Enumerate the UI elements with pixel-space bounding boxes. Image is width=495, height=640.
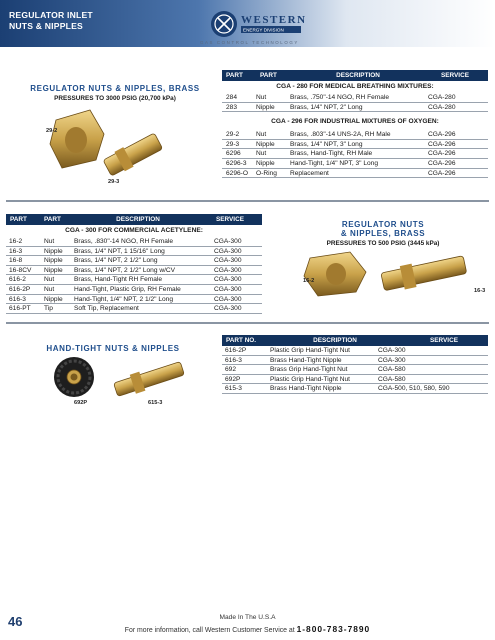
cell-service: CGA-296 [428,150,456,158]
col-description: DESCRIPTION [313,337,357,344]
cell-service: CGA-300 [214,247,242,255]
block-heading: HAND-TIGHT NUTS & NIPPLES [46,344,180,353]
cell-service: CGA-300 [214,257,242,265]
table-row [6,266,262,276]
cell-description: Brass, 1/4" NPT, 2 1/2" Long w/CV [74,266,176,274]
table-row [222,375,488,385]
cell-description: Hand-Tight, 1/4" NPT, 2 1/2" Long [74,295,174,303]
cell-part-no: 692 [225,366,237,374]
cell-description: Brass, 1/4" NPT, 3" Long [290,140,363,148]
table-header [222,335,488,346]
table-row [222,149,488,159]
cell-part-no: 16-3 [9,247,23,255]
cell-description: Brass, 1/4" NPT, 2 1/2" Long [74,257,158,265]
cell-service: CGA-500, 510, 580, 590 [378,385,450,393]
part-label: 615-3 [148,400,163,406]
table-row [6,285,262,295]
section-title: CGA - 296 FOR INDUSTRIAL MIXTURES OF OXYGEN: [271,118,439,126]
block-heading: REGULATOR NUTS & NIPPLES, BRASS [30,84,200,93]
cell-part-no: 29-3 [226,140,240,148]
cell-description: Brass, 1/4" NPT, 2" Long [290,103,363,111]
col-part-no: PART NO. [226,72,243,90]
col-description: DESCRIPTION [336,72,380,79]
table-row [222,384,488,394]
col-service: SERVICE [430,337,458,344]
cell-description: Replacement [290,169,329,177]
cell-part: Nut [44,285,55,293]
cell-part: Nut [44,238,55,245]
part-label: 692P [74,400,88,406]
table-row [222,365,488,375]
cell-service: CGA-296 [428,159,456,167]
part-label: 29-2 [46,128,58,134]
cell-part-no: 6296-3 [226,159,247,167]
cell-description: Hand-Tight, Plastic Grip, RH Female [74,285,181,293]
cell-service: CGA-280 [428,94,456,101]
block-hand-tight [20,344,206,353]
cell-part: Tip [44,305,53,313]
cell-part: Nut [256,94,267,101]
logo-sub: ENERGY DIVISION [243,27,284,33]
header-title [9,10,93,32]
cell-part: Nut [44,276,55,284]
table-row [222,169,488,179]
cell-description: Brass, .830"-14 NGO, RH Female [74,238,174,245]
cell-part-no: 283 [226,103,238,111]
page-header [0,0,495,55]
cell-description: Soft Tip, Replacement [74,305,139,313]
cell-part: Nipple [44,295,63,303]
cell-service: CGA-300 [378,347,406,354]
col-part-no: PART NO. [10,216,27,234]
col-part: PART [260,72,277,79]
block-brass-500 [278,220,488,247]
cell-part: Nipple [44,266,63,274]
table-row [6,237,262,247]
cell-description: Brass, 1/4" NPT, 1 15/16" Long [74,247,165,255]
table-row [222,159,488,169]
cell-part-no: 16-8 [9,257,23,265]
logo-tagline: GAS CONTROL TECHNOLOGY [200,40,299,45]
footer-phone[interactable]: 1-800-783-7890 [296,624,371,634]
footer-made-in: Made In The U.S.A [219,614,276,621]
cell-service: CGA-300 [214,276,242,284]
cell-description: Brass, .750"-14 NGO, RH Female [290,94,390,101]
col-part-no: PART NO. [226,337,257,344]
cell-service: CGA-300 [214,295,242,303]
table-row [6,295,262,305]
cell-part-no: 616-2P [9,285,31,293]
cell-part-no: 284 [226,94,238,101]
cell-part-no: 6296 [226,150,241,158]
table-row [222,140,488,150]
footer-info [0,624,495,634]
table-row [222,93,488,103]
block-subheading: PRESSURES TO 3000 PSIG (20,700 kPa) [54,95,176,102]
block-subheading: PRESSURES TO 500 PSIG (3445 kPa) [326,240,440,247]
cell-part-no: 616-2P [225,347,247,354]
col-description: DESCRIPTION [116,216,160,223]
cell-part-no: 16-8CV [9,266,32,274]
section-title: CGA - 300 FOR COMMERCIAL ACETYLENE: [65,227,203,234]
table-row [6,247,262,257]
col-service: SERVICE [441,72,469,79]
cell-part: Nipple [256,159,275,167]
cell-part-no: 616-3 [9,295,26,303]
cell-service: CGA-300 [214,266,242,274]
cell-service: CGA-300 [214,238,242,245]
cell-part-no: 16-2 [9,238,23,245]
cell-service: CGA-280 [428,103,456,111]
cell-part-no: 616-2 [9,276,26,284]
block-heading-line2: & NIPPLES, BRASS [340,229,426,238]
part-label: 16-2 [303,278,315,284]
page-number: 46 [8,614,23,629]
cell-description: Brass, .803"-14 UNS-2A, RH Male [290,131,391,139]
cell-description: Brass, Hand-Tight, RH Male [290,150,373,158]
cell-part-no: 616-3 [225,356,242,364]
cell-part: Nut [256,150,267,158]
footer-info-text: For more information, call Western Customer Service at [124,627,297,634]
cell-service: CGA-296 [428,169,456,177]
cell-part-no: 692P [225,375,241,383]
logo-name: WESTERN [241,14,307,26]
cell-part-no: 6296-O [226,169,248,177]
cell-part: Nipple [44,257,63,265]
cell-part-no: 616-PT [9,305,31,313]
cell-description: Hand-Tight, 1/4" NPT, 3" Long [290,159,379,167]
part-label: 16-3 [474,288,486,294]
cell-service: CGA-296 [428,131,456,139]
block-brass-3000 [10,84,220,102]
cell-part: Nipple [44,247,63,255]
section-title: CGA - 280 FOR MEDICAL BREATHING MIXTURES: [276,83,434,90]
cell-service: CGA-300 [214,305,242,313]
cell-description: Brass Grip Hand-Tight Nut [270,366,348,374]
col-service: SERVICE [216,216,244,223]
table-row [6,256,262,266]
table-row [6,304,262,314]
cell-service: CGA-580 [378,375,406,383]
table-row [6,275,262,285]
part-label: 29-3 [108,179,120,185]
cell-service: CGA-300 [378,356,406,364]
cell-part-no: 615-3 [225,385,242,393]
cell-service: CGA-296 [428,140,456,148]
section-divider [6,322,489,324]
brass-nut-nipple-image-2 [300,250,480,298]
cell-part: Nipple [256,103,275,111]
table-cga-300 [6,214,262,314]
cell-part: O-Ring [256,169,277,177]
cell-description: Brass Hand-Tight Nipple [270,385,342,393]
col-part: PART [44,216,61,223]
section-divider [6,200,489,202]
table-hand-tight [222,335,488,394]
cell-service: CGA-580 [378,366,406,374]
cell-description: Brass Hand-Tight Nipple [270,356,342,364]
cell-part: Nut [256,131,267,139]
table-row [222,356,488,366]
cell-description: Plastic Grip Hand-Tight Nut [270,347,351,354]
cell-description: Plastic Grip Hand-Tight Nut [270,375,351,383]
cell-part: Nipple [256,140,275,148]
block-heading-line1: REGULATOR NUTS [341,220,425,229]
header-title-line1: REGULATOR INLET [9,10,93,20]
header-title-line2: NUTS & NIPPLES [9,21,83,31]
cell-service: CGA-300 [214,285,242,293]
table-cga-280-296 [222,70,488,178]
table-row [222,346,488,356]
cell-description: Brass, Hand-Tight RH Female [74,276,163,284]
hand-tight-nut-nipple-image [44,355,194,400]
cell-part-no: 29-2 [226,131,240,139]
table-row [222,103,488,113]
table-row [222,130,488,140]
